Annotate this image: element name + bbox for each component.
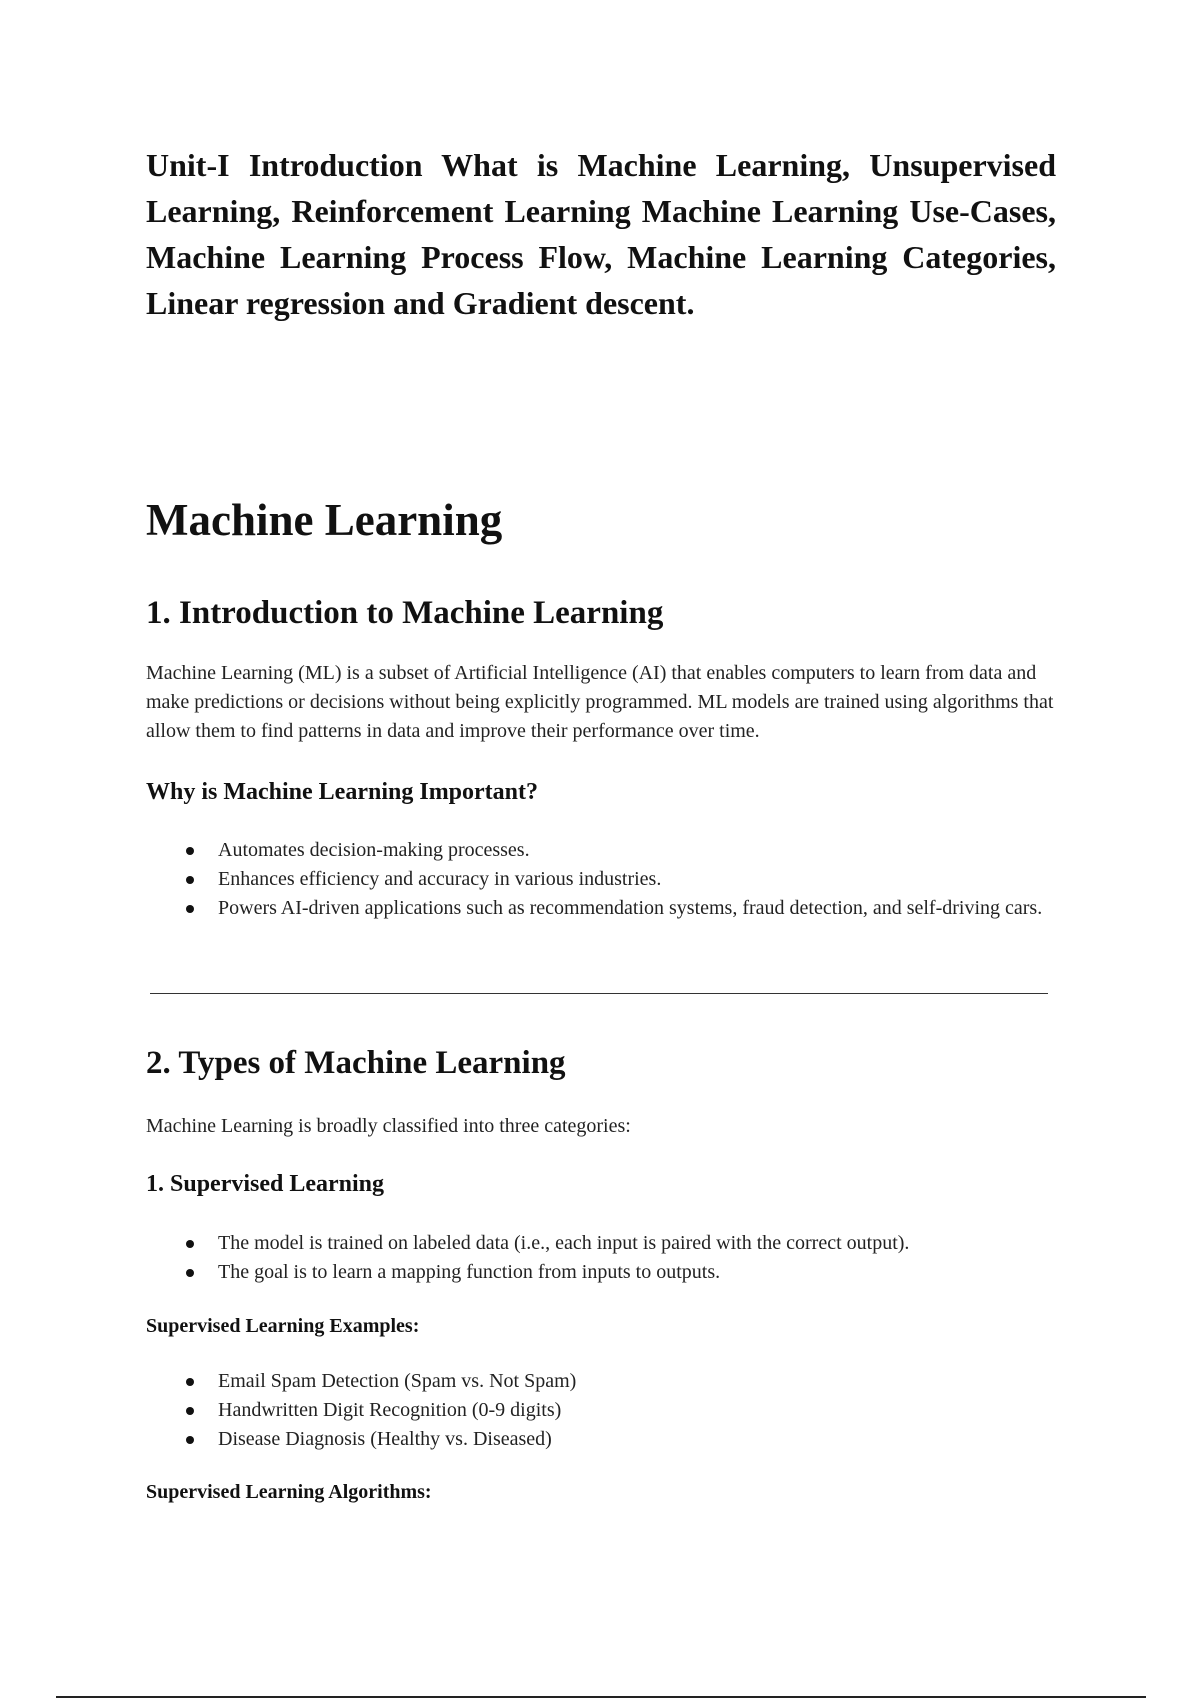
why-ml-list [146,836,1056,923]
document-title: Machine Learning [146,495,503,545]
supervised-examples-heading: Supervised Learning Examples: [146,1315,420,1337]
bullet-icon [186,905,194,913]
page-bottom-rule [56,1696,1146,1698]
supervised-heading: 1. Supervised Learning [146,1171,385,1197]
list-item: Disease Diagnosis (Healthy vs. Diseased) [146,1425,1056,1454]
bullet-icon [186,847,194,855]
section-1-paragraph: Machine Learning (ML) is a subset of Artificial Intelligence (AI) that enables computers to learn from data and make predictions or decisions without being explicitly programmed. ML models are trained using algorithms that allow them to find patterns in data and improve their performance over time. [146,662,1054,742]
list-item: Handwritten Digit Recognition (0-9 digits) [146,1396,1056,1425]
bullet-icon [186,1378,194,1386]
why-ml-heading: Why is Machine Learning Important? [146,779,539,805]
bullet-icon [186,1269,194,1277]
list-item: Automates decision-making processes. [146,836,1056,865]
unit-title: Unit-I Introduction What is Machine Learning, Unsupervised Learning, Reinforcement Learning Machine Learning Use-Cases, Machine Learning Process Flow, Machine Learning Categories, Linear regression and Gradient descent. [146,147,1056,321]
supervised-list [146,1229,1056,1287]
bullet-icon [186,1407,194,1415]
bullet-icon [186,1436,194,1444]
list-item: Email Spam Detection (Spam vs. Not Spam) [146,1367,1056,1396]
section-divider [150,993,1048,994]
list-item: Powers AI-driven applications such as recommendation systems, fraud detection, and self-driving cars. [146,894,1056,923]
bullet-icon [186,876,194,884]
section-2-intro: Machine Learning is broadly classified into three categories: [146,1115,631,1137]
supervised-algorithms-heading: Supervised Learning Algorithms: [146,1481,432,1503]
list-item: Enhances efficiency and accuracy in various industries. [146,865,1056,894]
supervised-examples-list [146,1367,1056,1454]
list-item: The model is trained on labeled data (i.e., each input is paired with the correct output). [146,1229,1056,1258]
section-2-heading: 2. Types of Machine Learning [146,1045,566,1081]
bullet-icon [186,1240,194,1248]
list-item: The goal is to learn a mapping function from inputs to outputs. [146,1258,1056,1287]
section-1-heading: 1. Introduction to Machine Learning [146,595,664,631]
